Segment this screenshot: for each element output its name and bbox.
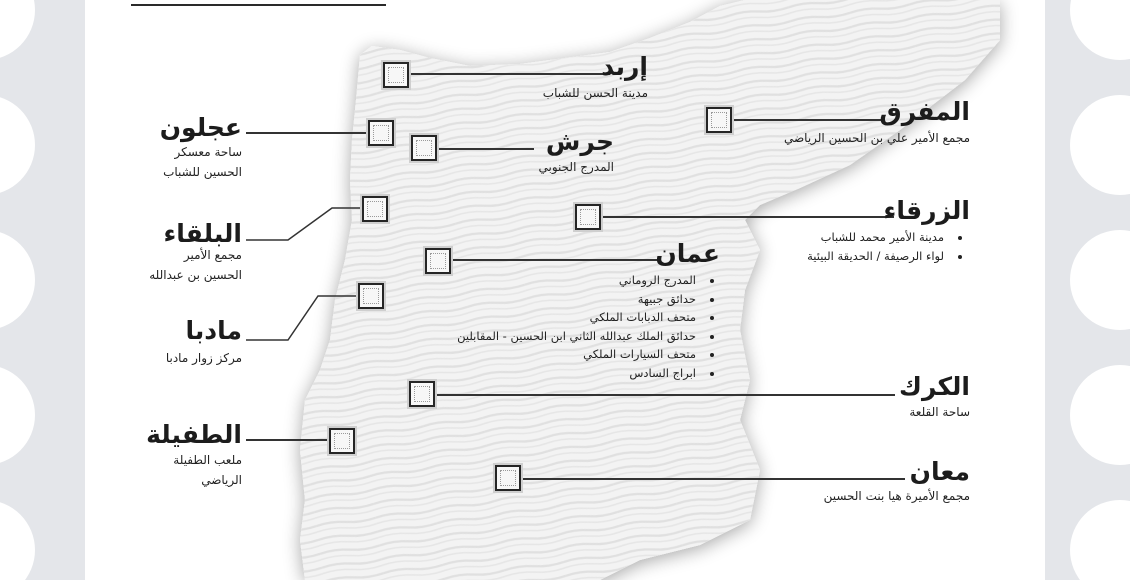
amman-venue-item: • متحف السيارات الملكي xyxy=(410,345,700,364)
tafilah-marker[interactable] xyxy=(329,428,355,454)
irbid-marker[interactable] xyxy=(383,62,409,88)
karak-title: الكرك xyxy=(899,372,970,401)
amman-venue-item: • ابراج السادس xyxy=(410,364,700,383)
zarqa-venue-list xyxy=(720,228,970,265)
irbid-venue: مدينة الحسن للشباب xyxy=(542,86,648,100)
ajloun-marker[interactable] xyxy=(368,120,394,146)
amman-venue-item: • المدرج الروماني xyxy=(410,271,700,290)
ajloun-venue-line-2: الحسين للشباب xyxy=(163,165,242,179)
zarqa-connector xyxy=(602,216,894,218)
zarqa-venue-item: • لواء الرصيفة / الحديقة البيئية xyxy=(720,247,948,266)
karak-venue: ساحة القلعة xyxy=(909,405,970,419)
amman-venue-list xyxy=(410,271,722,382)
zarqa-title: الزرقاء xyxy=(883,196,970,225)
madaba-marker[interactable] xyxy=(358,283,384,309)
zarqa-marker[interactable] xyxy=(575,204,601,230)
balqa-leader xyxy=(246,208,360,240)
madaba-venue: مركز زوار مادبا xyxy=(165,351,242,365)
tafilah-title: الطفيلة xyxy=(146,420,242,449)
tafilah-venue-line-2: الرياضي xyxy=(201,473,242,487)
maan-connector xyxy=(522,478,905,480)
amman-venue-item: • حدائق جبيهة xyxy=(410,290,700,309)
balqa-venue-line-2: الحسين بن عبدالله xyxy=(149,268,242,282)
maan-venue: مجمع الأميرة هيا بنت الحسين xyxy=(823,489,970,503)
madaba-title: مادبا xyxy=(185,316,242,345)
maan-marker[interactable] xyxy=(495,465,521,491)
mafraq-venue: مجمع الأمير علي بن الحسين الرياضي xyxy=(783,131,970,145)
ajloun-venue-line-1: ساحة معسكر xyxy=(174,145,242,159)
balqa-venue-line-1: مجمع الأمير xyxy=(183,248,242,262)
amman-venue-item: • حدائق الملك عبدالله الثاني ابن الحسين - المقابلين xyxy=(410,327,700,346)
ajloun-connector xyxy=(246,132,368,134)
ajloun-title: عجلون xyxy=(159,113,242,142)
jerash-marker[interactable] xyxy=(411,135,437,161)
tafilah-connector xyxy=(246,439,328,441)
jerash-venue: المدرج الجنوبي xyxy=(538,160,614,174)
karak-marker[interactable] xyxy=(409,381,435,407)
tafilah-venue-line-1: ملعب الطفيلة xyxy=(173,453,242,467)
karak-connector xyxy=(437,394,895,396)
zarqa-venue-item: • مدينة الأمير محمد للشباب xyxy=(720,228,948,247)
amman-venue-item: • متحف الدبابات الملكي xyxy=(410,308,700,327)
amman-title: عمان xyxy=(655,239,720,268)
balqa-marker[interactable] xyxy=(362,196,388,222)
mafraq-title: المفرق xyxy=(879,97,970,126)
jerash-title: جرش xyxy=(545,127,614,156)
maan-title: معان xyxy=(909,457,970,486)
balqa-title: البلقاء xyxy=(163,219,242,248)
irbid-title: إربد xyxy=(601,52,648,81)
